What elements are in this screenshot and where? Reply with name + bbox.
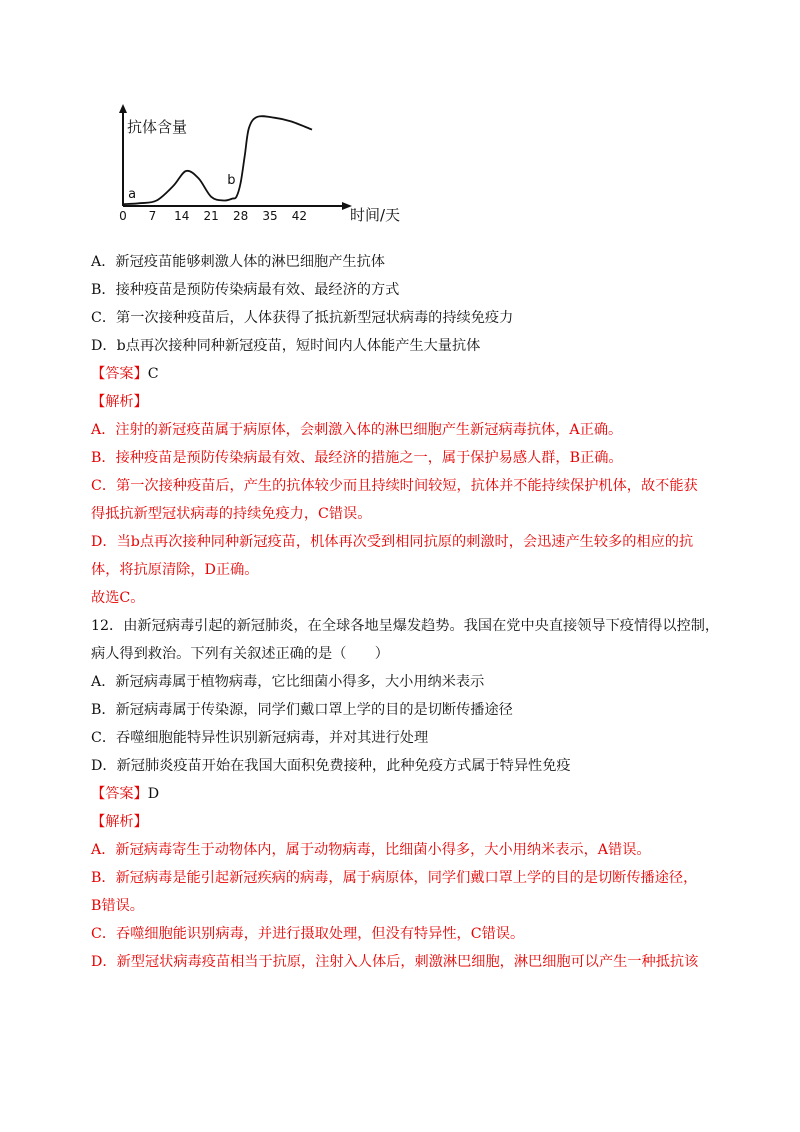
q11-conclusion: 故选C。	[91, 590, 145, 606]
x-tick-label: 42	[291, 209, 308, 223]
y-axis-label: 抗体含量	[127, 118, 188, 136]
q12-analysis-line: B错误。	[91, 898, 144, 914]
q11-analysis-line: D．当b点再次接种同种新冠疫苗，机体再次受到相同抗原的刺激时，会迅速产生较多的相应的抗	[91, 534, 694, 550]
x-tick-label: 35	[262, 209, 278, 223]
q12-analysis-line: A．新冠病毒寄生于动物体内，属于动物病毒，比细菌小得多，大小用纳米表示，A错误。	[91, 842, 651, 858]
document-body	[91, 248, 720, 976]
q12-analysis-line: B．新冠病毒是能引起新冠疾病的病毒，属于病原体，同学们戴口罩上学的目的是切断传播途径，	[91, 870, 698, 886]
q11-answer-value: C	[147, 366, 159, 382]
x-tick-label: 28	[232, 209, 249, 223]
q11-analysis-line: 体，将抗原清除，D正确。	[91, 562, 259, 578]
x-tick-label: 7	[148, 209, 157, 223]
q11-answer	[91, 360, 711, 388]
q11-analysis-line: A．注射的新冠疫苗属于病原体，会刺激入体的淋巴细胞产生新冠病毒抗体，A正确。	[91, 422, 623, 438]
point-label-b: b	[227, 173, 236, 188]
q11-option-a: A．新冠疫苗能够刺激人体的淋巴细胞产生抗体	[91, 254, 385, 270]
point-label-a: a	[128, 187, 137, 202]
antibody-chart-svg	[110, 102, 420, 226]
q12-answer	[91, 780, 711, 808]
q11-option-b: B．接种疫苗是预防传染病最有效、最经济的方式	[91, 282, 400, 298]
q12-option-c: C．吞噬细胞能特异性识别新冠病毒，并对其进行处理	[91, 730, 429, 746]
q12-option-b: B．新冠病毒属于传染源，同学们戴口罩上学的目的是切断传播途径	[91, 702, 513, 718]
q11-option-c: C．第一次接种疫苗后，人体获得了抵抗新型冠状病毒的持续免疫力	[91, 310, 514, 326]
q11-analysis-line: B．接种疫苗是预防传染病最有效、最经济的措施之一，属于保护易感人群，B正确。	[91, 450, 623, 466]
q12-stem-line: 病人得到救治。下列有关叙述正确的是（ ）	[91, 646, 389, 662]
q12-analysis-line: D．新型冠状病毒疫苗相当于抗原，注射入人体后，刺激淋巴细胞，淋巴细胞可以产生一种抵抗该	[91, 954, 699, 970]
q12-analysis-line: C．吞噬细胞能识别病毒，并进行摄取处理，但没有特异性，C错误。	[91, 926, 525, 942]
q11-analysis-line: C．第一次接种疫苗后，产生的抗体较少而且持续时间较短，抗体并不能持续保护机体，故不能获	[91, 478, 698, 494]
q12-stem-line: 12．由新冠病毒引起的新冠肺炎，在全球各地呈爆发趋势。我国在党中央直接领导下疫情得以控制，	[91, 618, 720, 634]
q12-answer-value: D	[147, 786, 160, 802]
q12-option-a: A．新冠病毒属于植物病毒，它比细菌小得多，大小用纳米表示	[91, 674, 485, 690]
q12-option-d: D．新冠肺炎疫苗开始在我国大面积免费接种，此种免疫方式属于特异性免疫	[91, 758, 571, 774]
q11-options	[91, 248, 711, 360]
q12-analysis-tag: 【解析】	[91, 814, 148, 830]
q11-analysis-tag: 【解析】	[91, 394, 148, 410]
q12-analysis	[91, 836, 711, 976]
y-axis-arrow	[119, 104, 127, 113]
x-tick-labels	[119, 209, 307, 223]
x-tick-label: 21	[203, 209, 219, 223]
q12-answer-tag: 【答案】	[91, 786, 148, 802]
q11-analysis-line: 得抵抗新型冠状病毒的持续免疫力，C错误。	[91, 506, 372, 522]
q11-answer-tag: 【答案】	[91, 366, 148, 382]
x-tick-label: 14	[174, 209, 190, 223]
antibody-chart	[110, 102, 420, 226]
q12-options	[91, 668, 711, 780]
q11-option-d: D．b点再次接种同种新冠疫苗，短时间内人体能产生大量抗体	[91, 338, 481, 354]
x-tick-label: 0	[119, 209, 127, 223]
q11-analysis	[91, 416, 711, 584]
point-labels	[128, 173, 235, 202]
x-axis-label: 时间/天	[350, 206, 401, 224]
q12-stem	[91, 612, 720, 668]
